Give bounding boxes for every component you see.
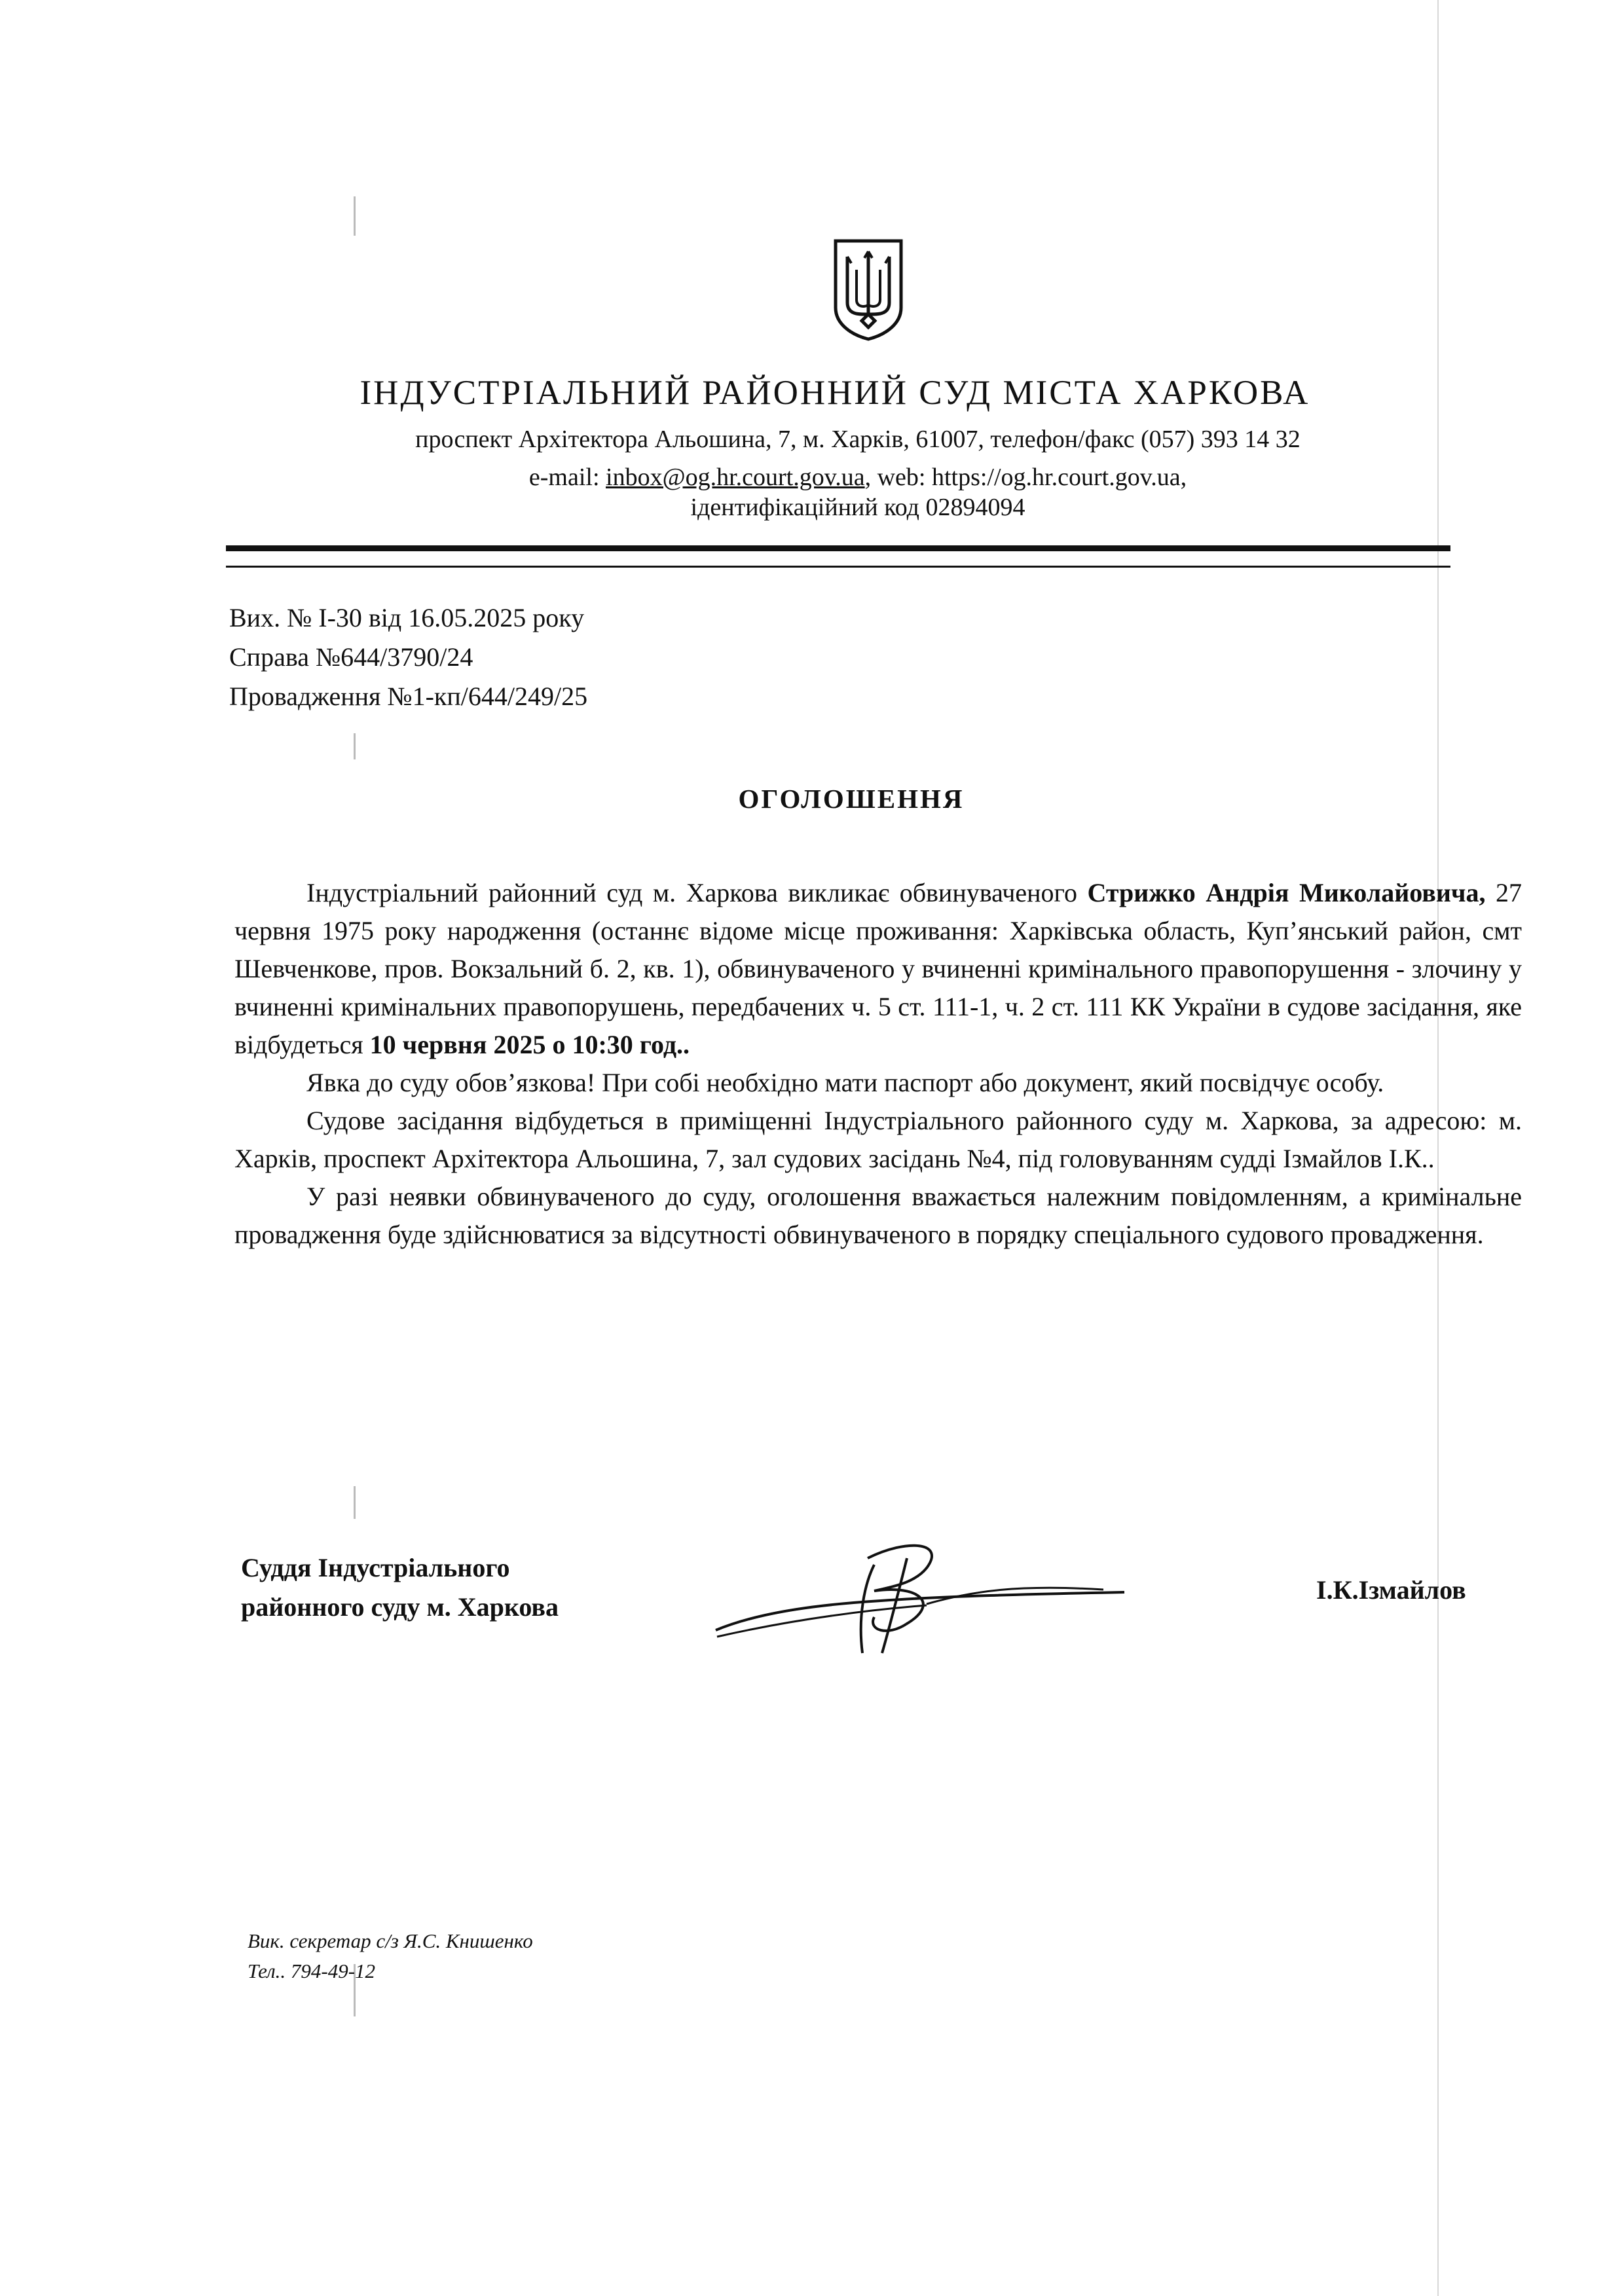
document-title: ОГОЛОШЕННЯ (738, 784, 965, 814)
header-divider-thick (226, 545, 1450, 551)
signatory-name: І.К.Ізмайлов (1316, 1575, 1466, 1605)
paragraph-summons (234, 874, 1522, 1064)
email-link[interactable]: inbox@og.hr.court.gov.ua (606, 464, 865, 491)
paragraph-consequences: У разі неявки обвинуваченого до суду, оголошення вважається належним повідомленням, а кримінальне провадження буде здійснюватися за відсутності обвинуваченого в порядку спеціального судового провадження. (234, 1182, 1522, 1249)
court-id-code: ідентифікаційний код 02894094 (690, 494, 1025, 521)
proceeding-number: Провадження №1-кп/644/249/25 (229, 682, 588, 711)
court-address: проспект Архітектора Альошина, 7, м. Харків, 61007, телефон/факс (057) 393 14 32 (415, 426, 1301, 453)
signatory-title (241, 1548, 559, 1627)
web-address: , web: https://og.hr.court.gov.ua, (864, 464, 1187, 491)
summons-details: 27 червня 1975 року народження (останнє відоме місце проживання: Харківська область, Куп’янський район, смт Шевченкове, пров. Вокзальний б. 2, кв. 1), обвинуваченого у вчиненні кримінального правопорушення - злочину у вчиненні кримінальних правопорушень, передбачених ч. 5 ст. 111-1, ч. 2 ст. 111 КК України в судове засідання, яке відбудеться (234, 878, 1522, 1059)
executor-phone: Тел.. 794-49-12 (248, 1959, 376, 1982)
scan-artifact (354, 733, 356, 759)
scan-artifact (354, 196, 356, 236)
paragraph-location: Судове засідання відбудеться в приміщенні Індустріального районного суду м. Харкова, за адресою: м. Харків, проспект Архітектора Альошина, 7, зал судових засідань №4, під головуванням судді Ізмайлов І.К.. (234, 1106, 1522, 1173)
scan-artifact (354, 1486, 356, 1519)
case-number: Справа №644/3790/24 (229, 642, 473, 672)
outgoing-number: Вих. № І-30 від 16.05.2025 року (229, 603, 585, 632)
handwritten-signature (710, 1532, 1130, 1663)
court-name: ІНДУСТРІАЛЬНИЙ РАЙОННИЙ СУД МІСТА ХАРКОВА (360, 374, 1310, 412)
signatory-title-line1: Суддя Індустріального (241, 1553, 510, 1582)
paragraph-attendance: Явка до суду обов’язкова! При собі необхідно мати паспорт або документ, який посвідчує особу. (306, 1068, 1384, 1097)
announcement-body (234, 874, 1522, 1254)
ukraine-coat-of-arms-icon (832, 237, 905, 342)
executor-name: Вик. секретар с/з Я.С. Книшенко (248, 1929, 533, 1952)
signatory-title-line2: районного суду м. Харкова (241, 1592, 559, 1622)
defendant-name: Стрижко Андрія Миколайовича, (1087, 878, 1486, 907)
email-label: e-mail: (528, 464, 606, 491)
executor-note (248, 1926, 533, 1986)
header-divider-thin (226, 566, 1450, 568)
hearing-date: 10 червня 2025 о 10:30 год.. (369, 1030, 690, 1059)
summons-text: Індустріальний районний суд м. Харкова викликає обвинуваченого (306, 878, 1088, 907)
